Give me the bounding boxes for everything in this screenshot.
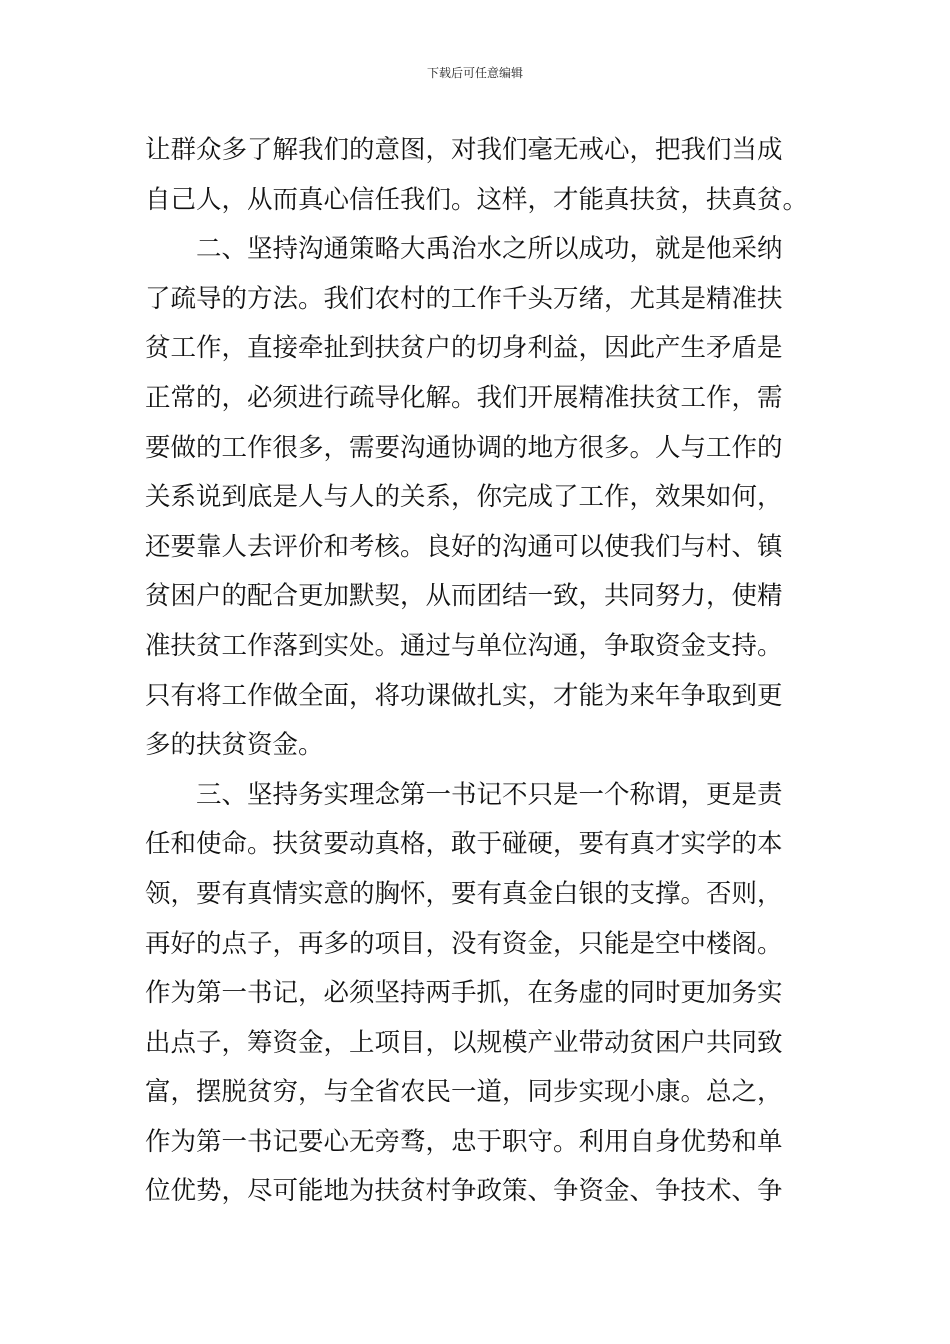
text-line: 富，摆脱贫穷，与全省农民一道，同步实现小康。总之， (145, 1077, 783, 1108)
text-line: 了疏导的方法。我们农村的工作千头万绪，尤其是精准扶 (145, 283, 783, 314)
text-line: 作为第一书记，必须坚持两手抓，在务虚的同时更加务实 (145, 978, 783, 1009)
text-line: 还要靠人去评价和考核。良好的沟通可以使我们与村、镇 (145, 531, 783, 562)
text-line: 多的扶贫资金。 (145, 730, 324, 761)
text-line: 位优势，尽可能地为扶贫村争政策、争资金、争技术、争 (145, 1176, 783, 1207)
text-line: 贫工作，直接牵扯到扶贫户的切身利益，因此产生矛盾是 (145, 333, 783, 364)
text-line: 三、坚持务实理念第一书记不只是一个称谓，更是责 (145, 779, 783, 810)
body-text (145, 126, 815, 1217)
page-header: 下载后可任意编辑 (426, 66, 523, 80)
text-line: 正常的，必须进行疏导化解。我们开展精准扶贫工作，需 (145, 382, 783, 413)
text-line: 再好的点子，再多的项目，没有资金，只能是空中楼阁。 (145, 928, 783, 959)
text-line: 领，要有真情实意的胸怀，要有真金白银的支撑。否则， (145, 878, 783, 909)
text-line: 让群众多了解我们的意图，对我们毫无戒心，把我们当成 (145, 135, 783, 165)
text-line: 关系说到底是人与人的关系，你完成了工作，效果如何， (145, 482, 783, 513)
text-line: 自己人，从而真心信任我们。这样，才能真扶贫，扶真贫。 (145, 184, 809, 215)
text-line: 任和使命。扶贫要动真格，敢于碰硬，要有真才实学的本 (145, 829, 783, 860)
text-line: 要做的工作很多，需要沟通协调的地方很多。人与工作的 (145, 432, 783, 463)
text-line: 贫困户的配合更加默契，从而团结一致，共同努力，使精 (145, 581, 783, 612)
text-line: 作为第一书记要心无旁骛，忠于职守。利用自身优势和单 (145, 1126, 783, 1157)
text-line: 二、坚持沟通策略大禹治水之所以成功，就是他采纳 (145, 234, 783, 265)
text-line: 出点子，筹资金，上项目，以规模产业带动贫困户共同致 (145, 1027, 783, 1058)
text-line: 准扶贫工作落到实处。通过与单位沟通，争取资金支持。 (145, 630, 783, 661)
text-line: 只有将工作做全面，将功课做扎实，才能为来年争取到更 (145, 680, 783, 711)
